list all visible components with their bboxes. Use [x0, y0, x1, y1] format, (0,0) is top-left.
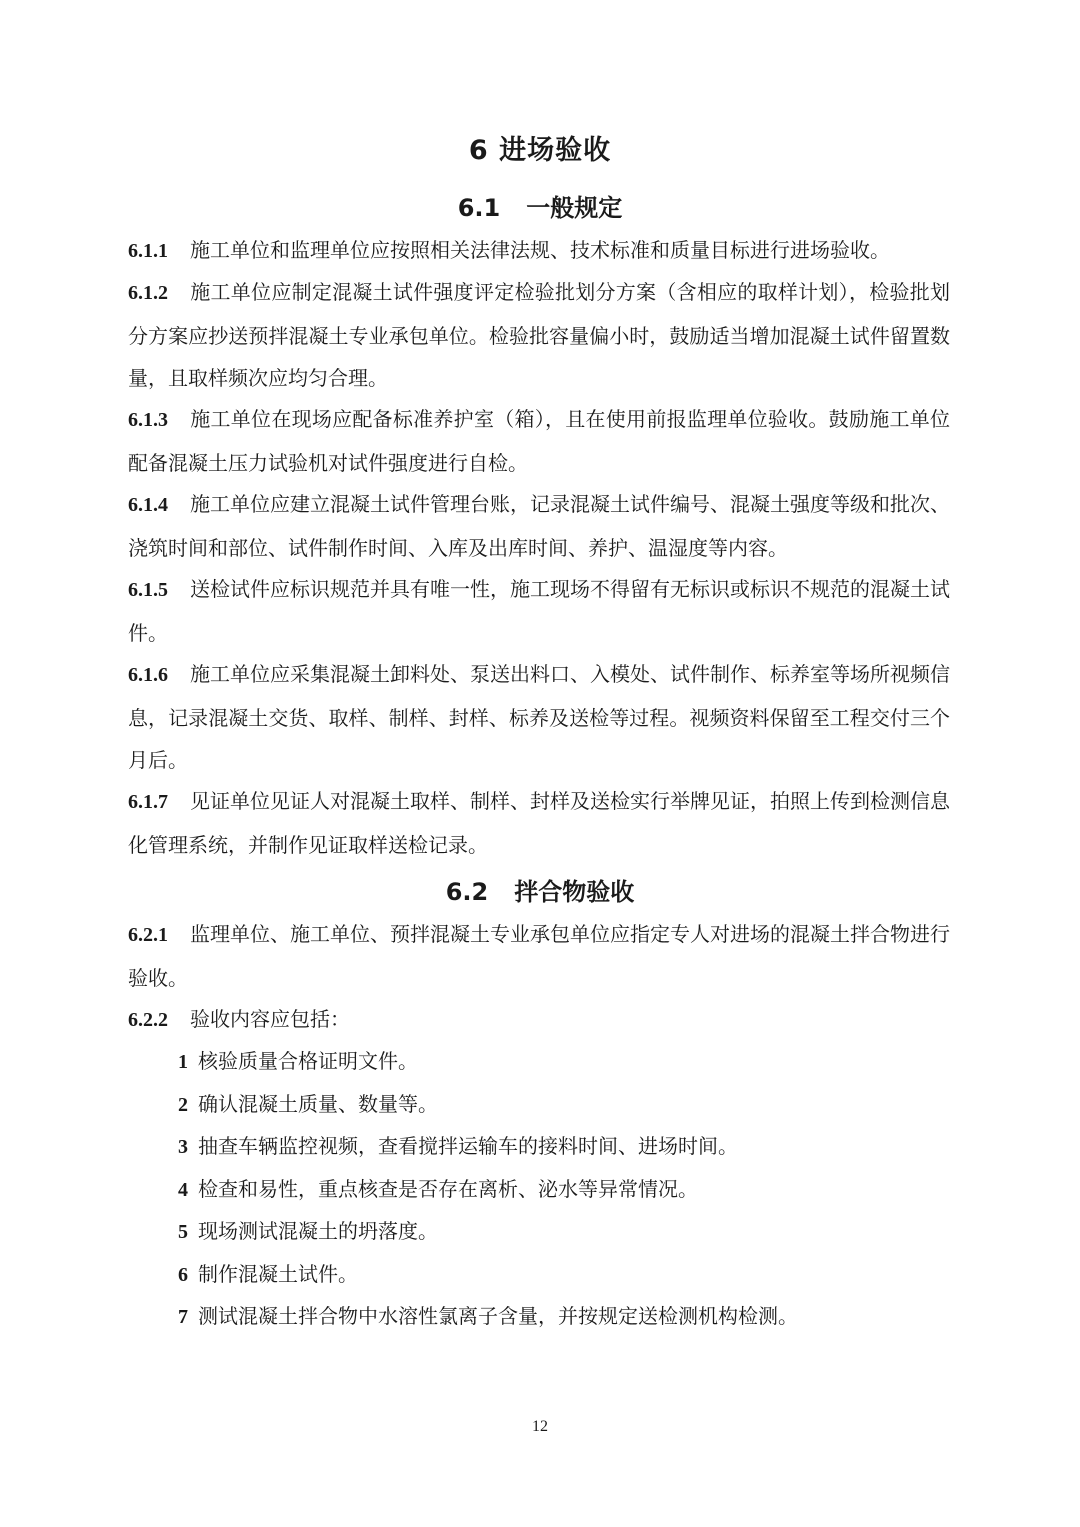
clause-number: 6.1.6 — [128, 664, 168, 686]
list-item — [178, 1040, 950, 1084]
section-title-6-1 — [0, 188, 1080, 223]
clause-text: 验收内容应包括： — [190, 1007, 350, 1031]
clause-text: 施工单位应采集混凝土卸料处、泵送出料口、入模处、试件制作、标养室等场所视频信息，记录混凝土交货、取样、制样、封样、标养及送检等过程。视频资料保留至工程交付三个月后。 — [128, 662, 950, 772]
clause-6-2-1 — [128, 913, 950, 999]
clause-number: 6.1.7 — [128, 791, 168, 813]
clause-6-1-6 — [128, 653, 950, 782]
item-number: 2 — [178, 1094, 188, 1116]
list-item — [178, 1083, 950, 1127]
section-title-6-2 — [0, 872, 1080, 907]
item-number: 7 — [178, 1306, 188, 1328]
clause-text: 见证单位见证人对混凝土取样、制样、封样及送检实行举牌见证，拍照上传到检测信息化管理系统，并制作见证取样送检记录。 — [128, 789, 950, 857]
clause-number: 6.1.2 — [128, 282, 168, 304]
item-text: 检查和易性，重点核查是否存在离析、泌水等异常情况。 — [198, 1177, 698, 1201]
clause-6-1-3 — [128, 398, 950, 484]
clause-text: 施工单位应制定混凝土试件强度评定检验批划分方案（含相应的取样计划），检验批划分方案应抄送预拌混凝土专业承包单位。检验批容量偏小时，鼓励适当增加混凝土试件留置数量，且取样频次应均匀合理。 — [128, 280, 950, 390]
clause-number: 6.2.2 — [128, 1009, 168, 1031]
list-item — [178, 1210, 950, 1254]
clause-text: 施工单位和监理单位应按照相关法律法规、技术标准和质量目标进行进场验收。 — [190, 238, 890, 262]
item-number: 4 — [178, 1179, 188, 1201]
clause-number: 6.1.1 — [128, 240, 168, 262]
item-text: 核验质量合格证明文件。 — [198, 1049, 418, 1073]
clause-6-1-1 — [128, 229, 950, 273]
item-number: 5 — [178, 1221, 188, 1243]
clause-number: 6.1.3 — [128, 409, 168, 431]
clause-6-1-2 — [128, 271, 950, 400]
item-text: 确认混凝土质量、数量等。 — [198, 1092, 438, 1116]
clause-text: 施工单位在现场应配备标准养护室（箱），且在使用前报监理单位验收。鼓励施工单位配备混凝土压力试验机对试件强度进行自检。 — [128, 407, 950, 475]
list-item — [178, 1125, 950, 1169]
item-text: 现场测试混凝土的坍落度。 — [198, 1219, 438, 1243]
list-item — [178, 1295, 950, 1339]
list-item — [178, 1168, 950, 1212]
clause-text: 监理单位、施工单位、预拌混凝土专业承包单位应指定专人对进场的混凝土拌合物进行验收。 — [128, 922, 950, 990]
item-text: 测试混凝土拌合物中水溶性氯离子含量，并按规定送检测机构检测。 — [198, 1304, 798, 1328]
clause-number: 6.1.4 — [128, 494, 168, 516]
item-number: 1 — [178, 1051, 188, 1073]
clause-6-1-4 — [128, 483, 950, 569]
item-text: 制作混凝土试件。 — [198, 1262, 358, 1286]
clause-text: 送检试件应标识规范并具有唯一性，施工现场不得留有无标识或标识不规范的混凝土试件。 — [128, 577, 950, 645]
clause-6-1-5 — [128, 568, 950, 654]
clause-text: 施工单位应建立混凝土试件管理台账，记录混凝土试件编号、混凝土强度等级和批次、浇筑时间和部位、试件制作时间、入库及出库时间、养护、温湿度等内容。 — [128, 492, 950, 560]
section-number: 6.2 — [445, 878, 489, 906]
section-number: 6.1 — [457, 194, 501, 222]
list-item — [178, 1253, 950, 1297]
clause-number: 6.2.1 — [128, 924, 168, 946]
section-heading: 拌合物验收 — [514, 878, 635, 906]
item-number: 6 — [178, 1264, 188, 1286]
item-text: 抽查车辆监控视频，查看搅拌运输车的接料时间、进场时间。 — [198, 1134, 738, 1158]
chapter-title: 6 进场验收 — [468, 135, 612, 166]
item-number: 3 — [178, 1136, 188, 1158]
clause-number: 6.1.5 — [128, 579, 168, 601]
clause-6-2-2 — [128, 998, 950, 1042]
section-heading: 一般规定 — [526, 194, 623, 222]
page-number: 12 — [532, 1418, 548, 1435]
clause-6-1-7 — [128, 780, 950, 866]
